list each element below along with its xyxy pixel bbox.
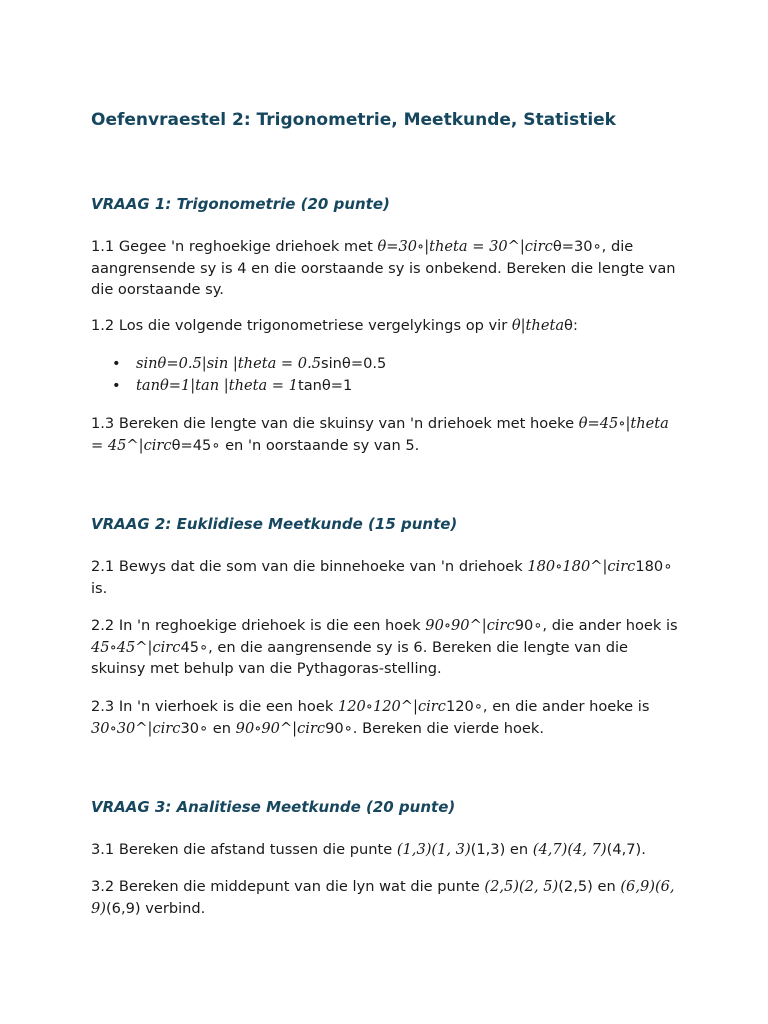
math-expression: (2,5)(2, 5) [484,878,559,895]
question-1-3 [91,413,681,456]
question-text: 3.1 Bereken die afstand tussen die punte [91,841,397,858]
math-expression: sinθ=0.5|sin |theta = 0.5 [136,355,321,372]
question-3-2 [91,876,681,919]
question-2-2 [91,615,681,680]
question-text: 180∘ is. [91,558,673,597]
math-expression: tanθ=1|tan |theta = 1 [136,377,298,394]
math-expression: 90∘90^|circ [235,719,326,737]
question-2-3 [91,696,681,739]
question-text: 45∘, en die aangrensende sy is 6. Bereken die lengte van die skuinsy met behulp van die Pythagoras-stelling. [91,638,629,677]
math-expression: θ|theta [511,317,565,334]
question-text: 3.2 Bereken die middepunt van die lyn wat die punte [91,878,485,895]
bullet-icon: • [112,355,121,372]
question-text: (4,7). [606,841,646,858]
question-text: 90∘. Bereken die vierde hoek. [325,719,544,737]
list-item [91,375,386,397]
question-1-1 [91,236,681,301]
question-text: 1.2 Los die volgende trigonometriese vergelykings op vir [91,317,512,334]
question-text: 90∘, die ander hoek is [514,617,678,634]
math-expression: 45∘45^|circ [91,638,181,656]
question-text: 2.2 In 'n reghoekige driehoek is die een hoek [91,617,426,634]
math-expression: θ=45∘|theta = 45^|circ [91,415,669,454]
question-3-1 [91,839,681,861]
document-title: Oefenvraestel 2: Trigonometrie, Meetkunde, Statistiek [91,110,616,130]
equation-list [91,353,386,397]
math-expression: θ=30∘|theta = 30^|circ [377,238,553,255]
math-expression: (4,7)(4, 7) [532,841,607,858]
question-text: 1.3 Bereken die lengte van die skuinsy van 'n driehoek met hoeke [91,415,579,432]
question-text: 30∘ en [180,719,236,737]
math-expression: 90∘90^|circ [425,617,515,634]
list-item [91,353,386,375]
section-heading-vraag-2: VRAAG 2: Euklidiese Meetkunde (15 punte) [91,515,458,533]
question-text: 2.3 In 'n vierhoek is die een hoek [91,698,338,715]
equation-text: tanθ=1 [297,377,353,394]
math-expression: 120∘120^|circ [337,698,446,715]
question-text: 120∘, en die ander hoeke is [445,698,650,715]
math-expression: 30∘30^|circ [91,719,181,737]
question-text: θ=30∘, die aangrensende sy is 4 en die oorstaande sy is onbekend. Bereken die lengte van die oorstaande sy. [91,238,676,298]
question-text: (1,3) en [470,841,533,858]
section-heading-vraag-3: VRAAG 3: Analitiese Meetkunde (20 punte) [91,798,456,816]
question-text: 1.1 Gegee 'n reghoekige driehoek met [91,238,378,255]
math-expression: (6,9)(6, 9) [91,878,675,917]
section-heading-vraag-1: VRAAG 1: Trigonometrie (20 punte) [91,195,390,213]
math-expression: (1,3)(1, 3) [396,841,471,858]
question-text: θ=45∘ en 'n oorstaande sy van 5. [171,436,420,454]
question-text: (2,5) en [558,878,621,895]
question-text: (6,9) verbind. [105,899,206,917]
question-text: 2.1 Bewys dat die som van die binnehoeke van 'n driehoek [91,558,528,575]
question-1-2 [91,315,681,337]
equation-text: sinθ=0.5 [321,355,387,372]
math-expression: 180∘180^|circ [527,558,636,575]
bullet-icon: • [112,377,121,394]
question-text: θ: [564,317,578,334]
question-2-1 [91,556,681,599]
